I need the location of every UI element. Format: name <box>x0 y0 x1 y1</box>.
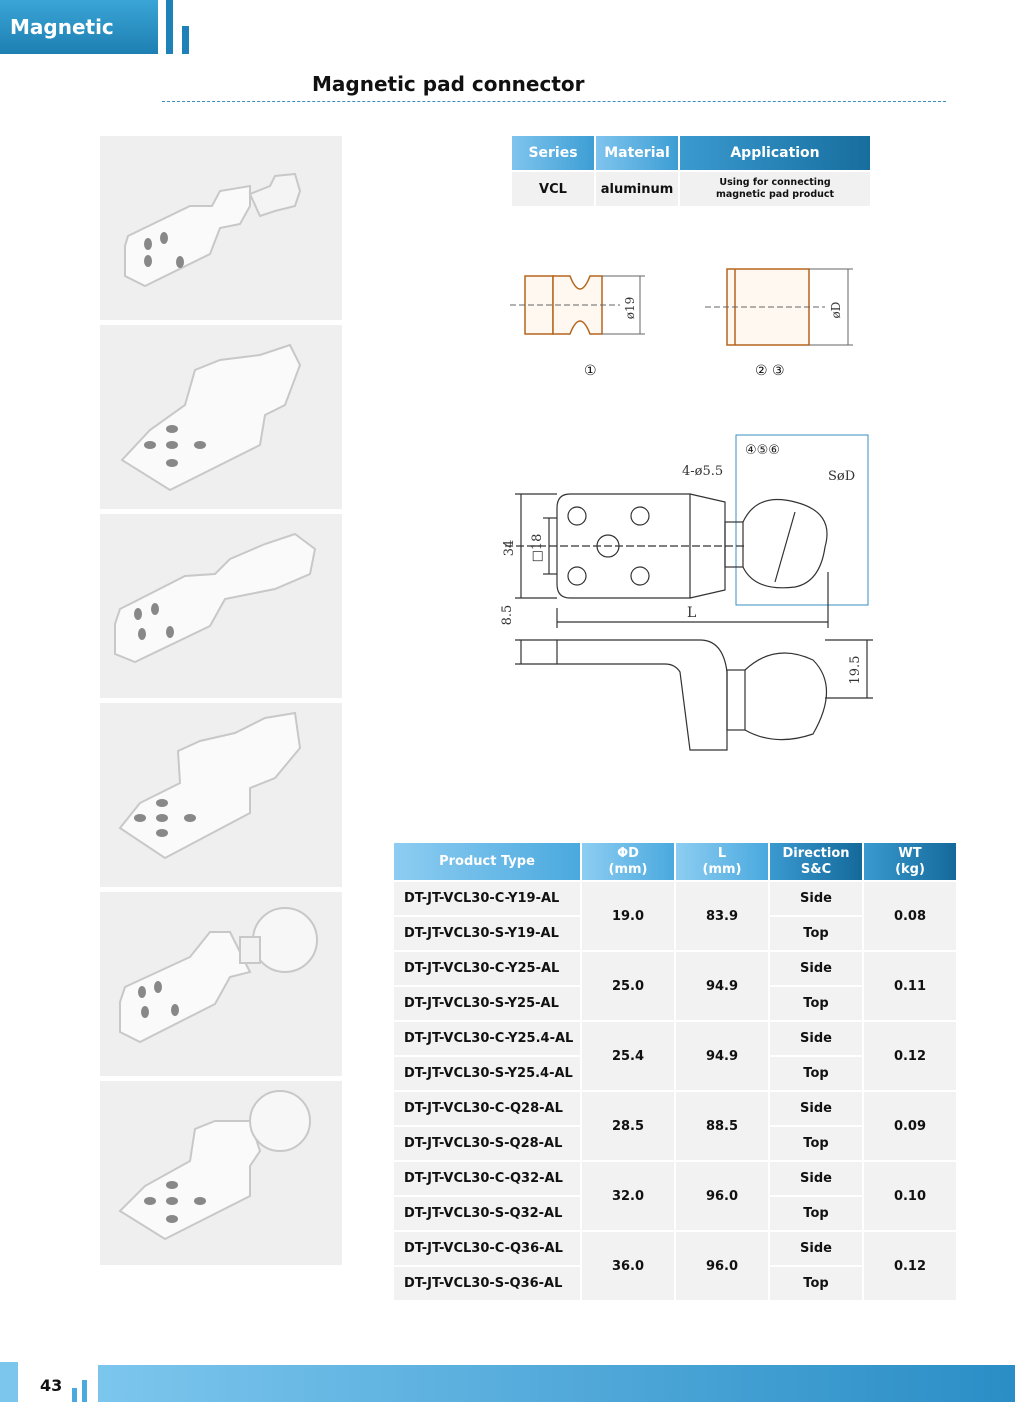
weight-header-line1: WT <box>898 845 922 861</box>
small2-dim-label: øD <box>829 301 843 319</box>
product-type-cell: DT-JT-VCL30-S-Q36-AL <box>394 1267 580 1300</box>
footer-bar-2 <box>82 1380 87 1402</box>
product-image-6 <box>100 1081 342 1265</box>
weight-cell: 0.12 <box>864 1232 956 1300</box>
holes-label: 4-ø5.5 <box>682 464 724 479</box>
length-dim-label: L <box>687 605 697 621</box>
product-type-cell: DT-JT-VCL30-C-Q36-AL <box>394 1232 580 1265</box>
weight-header <box>864 843 956 880</box>
table-row <box>394 1232 956 1265</box>
product-image-1 <box>100 136 342 320</box>
diameter-header <box>582 843 674 880</box>
product-type-cell: DT-JT-VCL30-C-Q28-AL <box>394 1092 580 1125</box>
direction-cell: Side <box>770 1022 862 1055</box>
offset-dim-label: 19.5 <box>848 655 863 685</box>
diameter-cell: 25.4 <box>582 1022 674 1090</box>
length-header <box>676 843 768 880</box>
product-image-3 <box>100 514 342 698</box>
length-cell: 96.0 <box>676 1232 768 1300</box>
weight-header-line2: (kg) <box>895 861 925 877</box>
table-row <box>394 1092 956 1125</box>
title-divider <box>162 101 946 102</box>
product-type-cell: DT-JT-VCL30-C-Q32-AL <box>394 1162 580 1195</box>
direction-cell: Side <box>770 1162 862 1195</box>
small1-caption: ① <box>584 363 597 379</box>
footer-stripe <box>0 1362 18 1402</box>
diameter-cell: 28.5 <box>582 1092 674 1160</box>
series-header: Series <box>512 136 594 170</box>
square-dim-label: □18 <box>530 533 545 563</box>
product-image-2 <box>100 325 342 509</box>
product-type-cell: DT-JT-VCL30-C-Y25.4-AL <box>394 1022 580 1055</box>
direction-cell: Side <box>770 1232 862 1265</box>
length-cell: 94.9 <box>676 952 768 1020</box>
page-title: Magnetic pad connector <box>312 72 585 96</box>
direction-cell: Top <box>770 917 862 950</box>
table-row <box>394 1162 956 1195</box>
direction-cell: Top <box>770 1127 862 1160</box>
section-tab: Magnetic pad <box>0 0 158 54</box>
diameter-header-line1: ΦD <box>617 845 639 861</box>
direction-cell: Top <box>770 987 862 1020</box>
thickness-dim-label: 8.5 <box>500 604 515 626</box>
sphere-label: SøD <box>828 469 856 484</box>
table-row <box>394 952 956 985</box>
table-row <box>394 1022 956 1055</box>
product-type-cell: DT-JT-VCL30-C-Y19-AL <box>394 882 580 915</box>
small2-caption: ② ③ <box>755 363 785 379</box>
diameter-cell: 32.0 <box>582 1162 674 1230</box>
product-table <box>392 841 958 1302</box>
main-technical-drawing <box>495 432 880 762</box>
direction-cell: Side <box>770 882 862 915</box>
series-value: VCL <box>512 172 594 206</box>
header-bar-2 <box>182 26 189 54</box>
weight-cell: 0.10 <box>864 1162 956 1230</box>
height-dim-label: 34 <box>502 539 517 557</box>
product-image-5 <box>100 892 342 1076</box>
ball-variant-label: ④⑤⑥ <box>745 443 780 458</box>
header-bar-1 <box>166 0 173 54</box>
direction-cell: Top <box>770 1267 862 1300</box>
direction-cell: Side <box>770 1092 862 1125</box>
product-type-cell: DT-JT-VCL30-C-Y25-AL <box>394 952 580 985</box>
direction-header <box>770 843 862 880</box>
footer-bar <box>98 1365 1015 1402</box>
product-type-header: Product Type <box>394 843 580 880</box>
weight-cell: 0.09 <box>864 1092 956 1160</box>
product-type-cell: DT-JT-VCL30-S-Y25-AL <box>394 987 580 1020</box>
weight-cell: 0.08 <box>864 882 956 950</box>
length-cell: 88.5 <box>676 1092 768 1160</box>
weight-cell: 0.11 <box>864 952 956 1020</box>
product-type-cell: DT-JT-VCL30-S-Q32-AL <box>394 1197 580 1230</box>
ball-variant-frame <box>736 435 868 605</box>
product-type-cell: DT-JT-VCL30-S-Y19-AL <box>394 917 580 950</box>
direction-header-line2: S&C <box>800 861 832 877</box>
diameter-header-line2: (mm) <box>608 861 648 877</box>
product-type-cell: DT-JT-VCL30-S-Q28-AL <box>394 1127 580 1160</box>
product-image-4 <box>100 703 342 887</box>
application-line-1: Using for connecting <box>719 177 831 188</box>
material-header: Material <box>596 136 678 170</box>
direction-cell: Top <box>770 1057 862 1090</box>
small-drawing-2 <box>705 262 860 352</box>
diameter-cell: 25.0 <box>582 952 674 1020</box>
weight-cell: 0.12 <box>864 1022 956 1090</box>
direction-cell: Side <box>770 952 862 985</box>
diameter-cell: 19.0 <box>582 882 674 950</box>
length-header-line2: (mm) <box>702 861 742 877</box>
diameter-cell: 36.0 <box>582 1232 674 1300</box>
application-header: Application <box>680 136 870 170</box>
small-drawing-1 <box>510 262 660 352</box>
footer-bar-1 <box>72 1388 77 1402</box>
material-value: aluminum <box>596 172 678 206</box>
application-line-2: magnetic pad product <box>715 189 835 200</box>
small1-dim-label: ø19 <box>623 296 637 320</box>
length-cell: 96.0 <box>676 1162 768 1230</box>
length-cell: 83.9 <box>676 882 768 950</box>
direction-header-line1: Direction <box>782 845 850 861</box>
page-number: 43 <box>40 1376 63 1395</box>
direction-cell: Top <box>770 1197 862 1230</box>
table-row <box>394 882 956 915</box>
material-table <box>510 134 872 208</box>
length-cell: 94.9 <box>676 1022 768 1090</box>
product-type-cell: DT-JT-VCL30-S-Y25.4-AL <box>394 1057 580 1090</box>
length-header-line1: L <box>717 845 727 861</box>
application-value <box>680 172 870 206</box>
